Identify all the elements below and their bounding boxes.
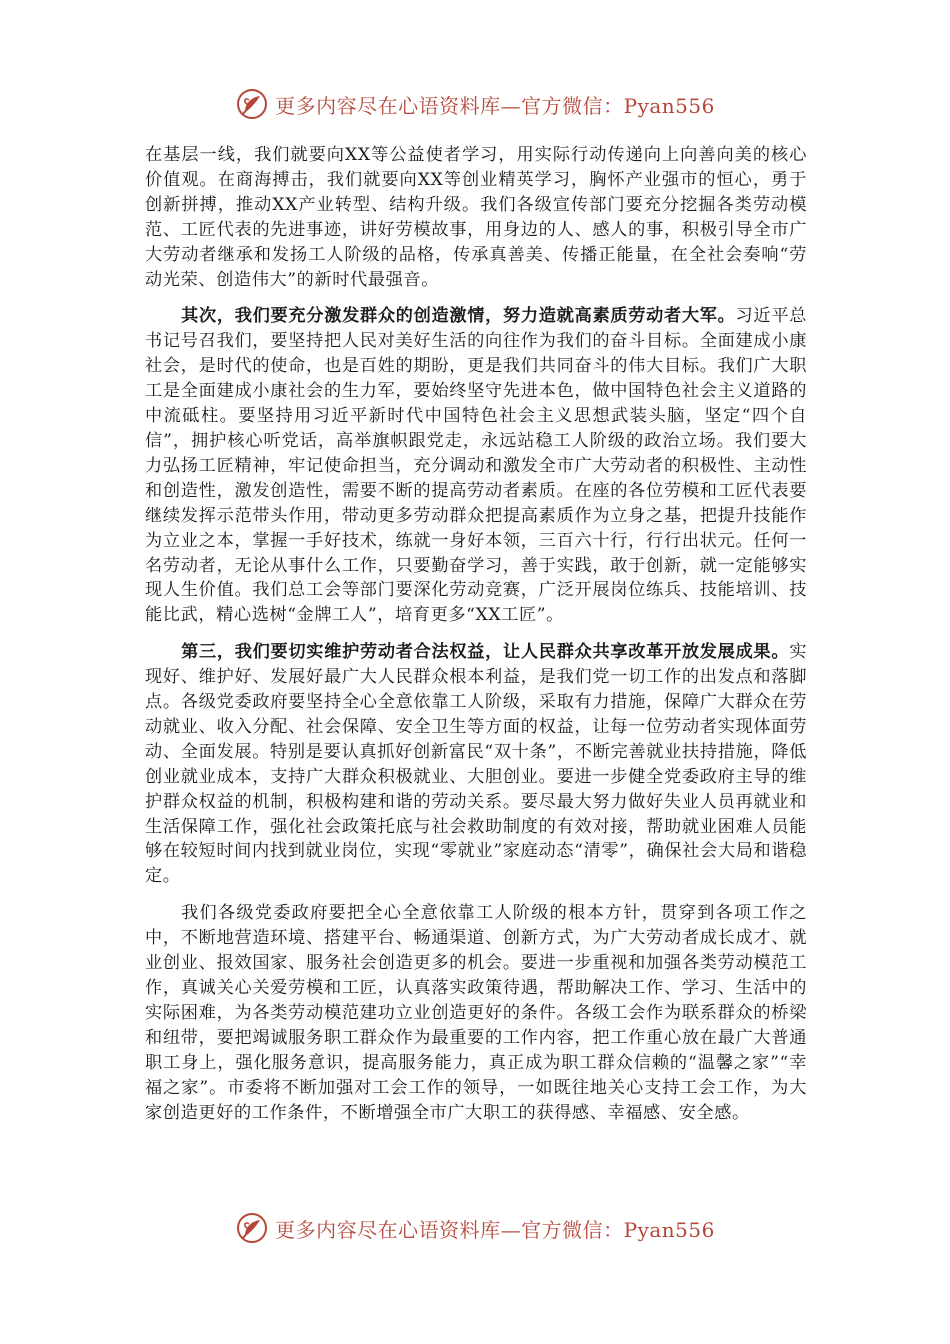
pen-heart-logo-icon [235,87,269,121]
body-content [145,143,807,1137]
paragraph-4 [145,901,807,1125]
footer-banner[interactable] [0,1208,950,1248]
paragraph-2-text: 习近平总书记号召我们，要坚持把人民对美好生活的向往作为我们的奋斗目标。全面建成小康社会，是时代的使命，也是百姓的期盼，更是我们共同奋斗的伟大目标。我们广大职工是全面建成小康社会的生力军，要始终坚守先进本色，做中国特色社会主义道路的中流砥柱。要坚持用习近平新时代中国特色社会主义思想武装头脑，坚定“四个自信”，拥护核心听党话，高举旗帜跟党走，永远站稳工人阶级的政治立场。我们要大力弘扬工匠精神，牢记使命担当，充分调动和激发全市广大劳动者的积极性、主动性和创造性，激发创造性，需要不断的提高劳动者素质。在座的各位劳模和工匠代表要继续发挥示范带头作用，带动更多劳动群众把提高素质作为立身之基，把提升技能作为立业之本，掌握一手好技术，练就一身好本领，三百六十行，行行出状元。任何一名劳动者，无论从事什么工作，只要勤奋学习，善于实践，敢于创新，就一定能够实现人生价值。我们总工会等部门要深化劳动竞赛，广泛开展岗位练兵、技能培训、技能比武，精心选树“金牌工人”，培育更多“XX工匠”。 [145,306,807,626]
paragraph-3 [145,640,807,889]
paragraph-4-text: 我们各级党委政府要把全心全意依靠工人阶级的根本方针，贯穿到各项工作之中，不断地营造环境、搭建平台、畅通渠道、创新方式，为广大劳动者成长成才、就业创业、报效国家、服务社会创造更多的机会。要进一步重视和加强各类劳动模范工作，真诚关心关爱劳模和工匠，认真落实政策待遇，帮助解决工作、学习、生活中的实际困难，为各类劳动模范建功立业创造更好的条件。各级工会作为联系群众的桥梁和纽带，要把竭诚服务职工群众作为最重要的工作内容，把工作重心放在最广大普通职工身上，强化服务意识，提高服务能力，真正成为职工群众信赖的“温馨之家”“幸福之家”。市委将不断加强对工会工作的领导，一如既往地关心支持工会工作，为大家创造更好的工作条件，不断增强全市广大职工的获得感、幸福感、安全感。 [145,903,807,1123]
paragraph-3-lead: 第三，我们要切实维护劳动者合法权益，让人民群众共享改革开放发展成果。 [181,642,790,663]
footer-banner-text: 更多内容尽在心语资料库—官方微信：Pyan556 [275,1217,715,1242]
pen-heart-logo-icon [235,1211,269,1245]
paragraph-2-lead: 其次，我们要充分激发群众的创造激情，努力造就高素质劳动者大军。 [181,306,736,327]
paragraph-3-text: 实现好、维护好、发展好最广大人民群众根本利益，是我们党一切工作的出发点和落脚点。各级党委政府要坚持全心全意依靠工人阶级，采取有力措施，保障广大群众在劳动就业、收入分配、社会保障、安全卫生等方面的权益，让每一位劳动者实现体面劳动、全面发展。特别是要认真抓好创新富民“双十条”，不断完善就业扶持措施，降低创业就业成本，支持广大群众积极就业、大胆创业。要进一步健全党委政府主导的维护群众权益的机制，积极构建和谐的劳动关系。要尽最大努力做好失业人员再就业和生活保障工作，强化社会政策托底与社会救助制度的有效对接，帮助就业困难人员能够在较短时间内找到就业岗位，实现“零就业”家庭动态“清零”，确保社会大局和谐稳定。 [145,642,807,887]
paragraph-1-text: 在基层一线，我们就要向XX等公益使者学习，用实际行动传递向上向善向美的核心价值观。在商海搏击，我们就要向XX等创业精英学习，胸怀产业强市的恒心，勇于创新拼搏，推动XX产业转型、结构升级。我们各级宣传部门要充分挖掘各类劳动模范、工匠代表的先进事迹，讲好劳模故事，用身边的人、感人的事，积极引导全市广大劳动者继承和发扬工人阶级的品格，传承真善美、传播正能量，在全社会奏响“劳动光荣、创造伟大”的新时代最强音。 [145,145,807,290]
header-banner[interactable] [0,84,950,124]
paragraph-1 [145,143,807,292]
header-banner-text: 更多内容尽在心语资料库—官方微信：Pyan556 [275,93,715,118]
paragraph-2 [145,304,807,628]
